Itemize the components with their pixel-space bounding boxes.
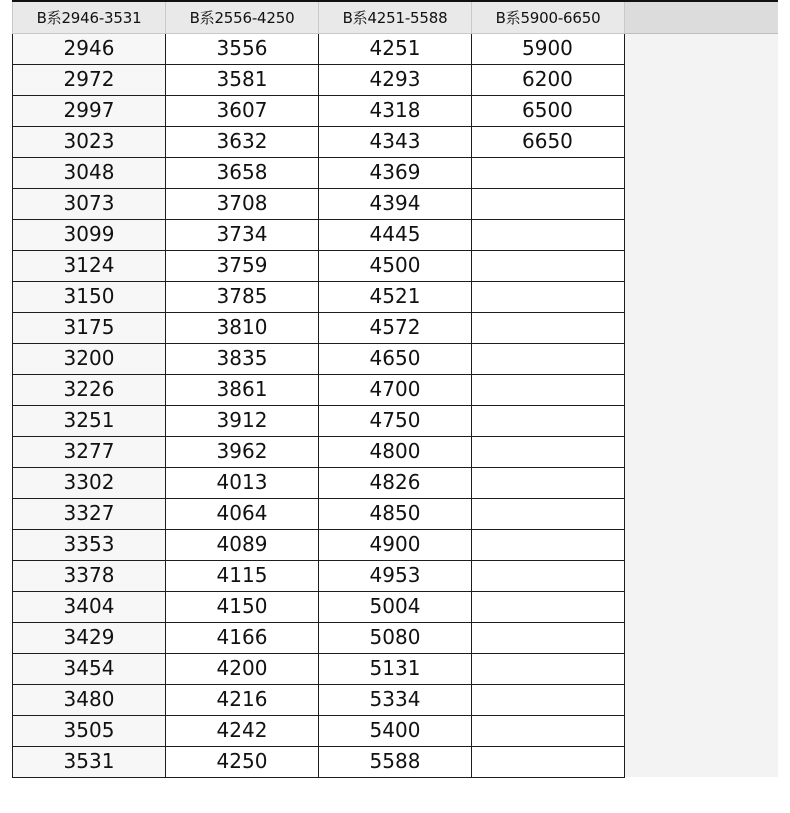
table-cell[interactable] <box>472 281 625 312</box>
table-row <box>13 684 625 715</box>
table-cell[interactable]: 3531 <box>13 746 166 777</box>
table-cell[interactable]: 6200 <box>472 64 625 95</box>
table-cell[interactable]: 4394 <box>319 188 472 219</box>
table-row <box>13 498 625 529</box>
table-cell[interactable] <box>472 188 625 219</box>
table-cell[interactable]: 3150 <box>13 281 166 312</box>
table-row <box>13 95 625 126</box>
table-cell[interactable]: 4521 <box>319 281 472 312</box>
header-row <box>13 2 625 33</box>
table-cell[interactable]: 3200 <box>13 343 166 374</box>
table-cell[interactable] <box>472 715 625 746</box>
table-row <box>13 33 625 64</box>
table-cell[interactable] <box>472 529 625 560</box>
table-row <box>13 374 625 405</box>
table-row <box>13 746 625 777</box>
table-cell[interactable]: 3810 <box>166 312 319 343</box>
table-cell[interactable] <box>472 653 625 684</box>
empty-sheet-area <box>625 0 778 777</box>
table-cell[interactable]: 4572 <box>319 312 472 343</box>
table-row <box>13 529 625 560</box>
table-row <box>13 436 625 467</box>
table-cell[interactable] <box>472 374 625 405</box>
table-body <box>13 33 625 777</box>
table-cell[interactable]: 4343 <box>319 126 472 157</box>
table-cell[interactable] <box>472 746 625 777</box>
column-header[interactable]: B系4251-5588 <box>319 2 472 33</box>
table-cell[interactable]: 3454 <box>13 653 166 684</box>
table-cell[interactable]: 4200 <box>166 653 319 684</box>
table-cell[interactable]: 3226 <box>13 374 166 405</box>
table-cell[interactable]: 4369 <box>319 157 472 188</box>
table-cell[interactable]: 2997 <box>13 95 166 126</box>
table-cell[interactable]: 3632 <box>166 126 319 157</box>
table-cell[interactable]: 4800 <box>319 436 472 467</box>
table-row <box>13 622 625 653</box>
table-cell[interactable]: 3581 <box>166 64 319 95</box>
table-cell[interactable] <box>472 467 625 498</box>
table-cell[interactable]: 3785 <box>166 281 319 312</box>
table-cell[interactable]: 5131 <box>319 653 472 684</box>
table-cell[interactable]: 4250 <box>166 746 319 777</box>
belt-length-table <box>12 2 625 778</box>
column-header[interactable]: B系2946-3531 <box>13 2 166 33</box>
table-cell[interactable]: 5400 <box>319 715 472 746</box>
table-cell[interactable]: 4115 <box>166 560 319 591</box>
table-row <box>13 653 625 684</box>
table-row <box>13 467 625 498</box>
table-row <box>13 126 625 157</box>
table-cell[interactable]: 5588 <box>319 746 472 777</box>
table-cell[interactable]: 3708 <box>166 188 319 219</box>
table-cell[interactable]: 3251 <box>13 405 166 436</box>
table-row <box>13 343 625 374</box>
table-cell[interactable]: 4500 <box>319 250 472 281</box>
table-cell[interactable]: 3023 <box>13 126 166 157</box>
table-row <box>13 715 625 746</box>
table-cell[interactable]: 2946 <box>13 33 166 64</box>
column-header[interactable]: B系5900-6650 <box>472 2 625 33</box>
table-cell[interactable]: 3861 <box>166 374 319 405</box>
table-cell[interactable]: 4700 <box>319 374 472 405</box>
table-row <box>13 250 625 281</box>
table-row <box>13 405 625 436</box>
table-row <box>13 64 625 95</box>
table-cell[interactable]: 4650 <box>319 343 472 374</box>
table-cell[interactable]: 3302 <box>13 467 166 498</box>
column-header[interactable]: B系2556-4250 <box>166 2 319 33</box>
table-cell[interactable]: 4750 <box>319 405 472 436</box>
table-cell[interactable]: 5004 <box>319 591 472 622</box>
table-cell[interactable]: 3759 <box>166 250 319 281</box>
table-cell[interactable]: 4150 <box>166 591 319 622</box>
table-cell[interactable]: 4445 <box>319 219 472 250</box>
table-row <box>13 188 625 219</box>
table-cell[interactable]: 3835 <box>166 343 319 374</box>
table-cell[interactable]: 3099 <box>13 219 166 250</box>
table-cell[interactable]: 3556 <box>166 33 319 64</box>
table-cell[interactable]: 5080 <box>319 622 472 653</box>
table-row <box>13 591 625 622</box>
table-row <box>13 560 625 591</box>
table-cell[interactable]: 3048 <box>13 157 166 188</box>
table-cell[interactable]: 3175 <box>13 312 166 343</box>
table-cell[interactable]: 3404 <box>13 591 166 622</box>
table-cell[interactable]: 3327 <box>13 498 166 529</box>
table-cell[interactable]: 4242 <box>166 715 319 746</box>
table-cell[interactable]: 4166 <box>166 622 319 653</box>
table-cell[interactable] <box>472 312 625 343</box>
table-cell[interactable]: 2972 <box>13 64 166 95</box>
table-cell[interactable] <box>472 560 625 591</box>
table-cell[interactable]: 6500 <box>472 95 625 126</box>
table-cell[interactable]: 4013 <box>166 467 319 498</box>
table-cell[interactable] <box>472 250 625 281</box>
table-cell[interactable]: 3378 <box>13 560 166 591</box>
table-cell[interactable]: 4064 <box>166 498 319 529</box>
table-cell[interactable] <box>472 405 625 436</box>
table-cell[interactable]: 4089 <box>166 529 319 560</box>
table-cell[interactable]: 3480 <box>13 684 166 715</box>
table-row <box>13 281 625 312</box>
table-cell[interactable]: 3912 <box>166 405 319 436</box>
table-cell[interactable] <box>472 622 625 653</box>
table-cell[interactable]: 3658 <box>166 157 319 188</box>
table-cell[interactable] <box>472 436 625 467</box>
table-row <box>13 219 625 250</box>
table-cell[interactable] <box>472 591 625 622</box>
empty-header-area <box>625 0 778 34</box>
table-cell[interactable]: 4826 <box>319 467 472 498</box>
table-cell[interactable]: 5900 <box>472 33 625 64</box>
table-cell[interactable]: 5334 <box>319 684 472 715</box>
table-cell[interactable]: 4216 <box>166 684 319 715</box>
table-cell[interactable]: 3353 <box>13 529 166 560</box>
table-row <box>13 312 625 343</box>
table-cell[interactable]: 3505 <box>13 715 166 746</box>
table-row <box>13 157 625 188</box>
table-cell[interactable]: 3607 <box>166 95 319 126</box>
table-cell[interactable]: 3124 <box>13 250 166 281</box>
table-cell[interactable]: 4953 <box>319 560 472 591</box>
table-cell[interactable]: 4293 <box>319 64 472 95</box>
table-cell[interactable]: 4251 <box>319 33 472 64</box>
table-cell[interactable] <box>472 343 625 374</box>
table-cell[interactable]: 3277 <box>13 436 166 467</box>
table-cell[interactable] <box>472 157 625 188</box>
table-cell[interactable]: 4850 <box>319 498 472 529</box>
table-cell[interactable] <box>472 219 625 250</box>
table-cell[interactable]: 4318 <box>319 95 472 126</box>
table-cell[interactable]: 3429 <box>13 622 166 653</box>
table-cell[interactable]: 6650 <box>472 126 625 157</box>
table-cell[interactable]: 3962 <box>166 436 319 467</box>
table-cell[interactable] <box>472 684 625 715</box>
table-cell[interactable] <box>472 498 625 529</box>
table-cell[interactable]: 3734 <box>166 219 319 250</box>
table-cell[interactable]: 4900 <box>319 529 472 560</box>
table-cell[interactable]: 3073 <box>13 188 166 219</box>
